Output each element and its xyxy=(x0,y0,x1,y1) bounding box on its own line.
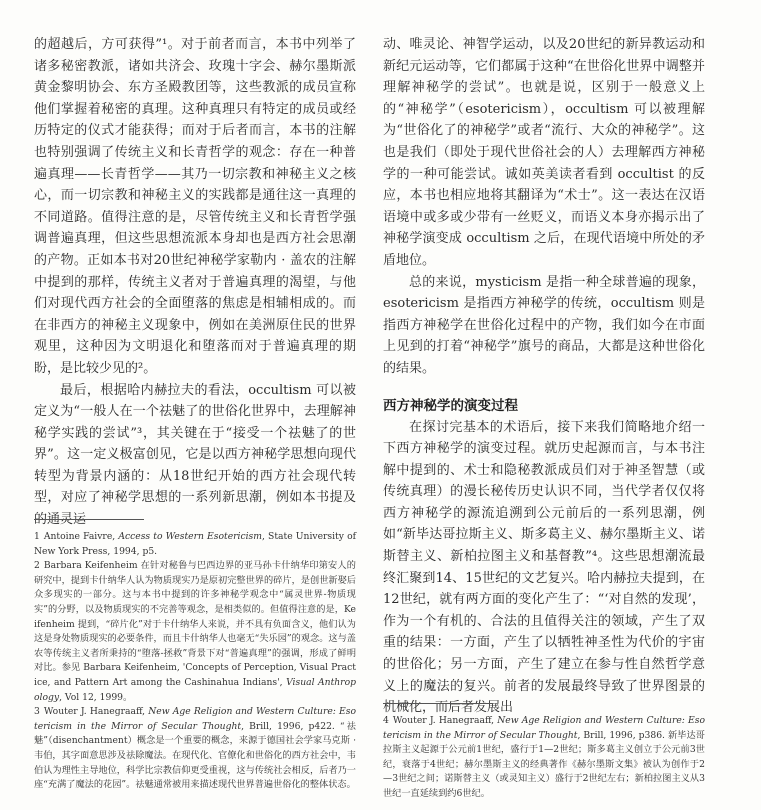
section-spacer xyxy=(383,380,705,394)
footnotes-left xyxy=(34,519,356,793)
body-paragraph: 的超越后，方可获得”¹。对于前者而言，本书中列举了诸多秘密教派，诸如共济会、玫瑰十字会、赫尔墨斯派黄金黎明协会、东方圣殿教团等，这些教派的成员宣称他们掌握着秘密的真理。这种真理只有特定的成员或经历特定的仪式才能获得；而对于后者而言，本书的注解也特别强调了传统主义和长青哲学的观念：存在一种普遍真理——长青哲学——其乃一切宗教和神秘主义之核心，而一切宗教和神秘主义的实践都是通往这一真理的不同道路。值得注意的是，尽管传统主义和长青哲学强调普遍真理，但这些思想流派本身却也是西方社会思潮的产物。正如本书对20世纪神秘学家勒内 · 盖农的注解中提到的那样，传统主义者对于普遍真理的渴望，与他们对现代西方社会的全面堕落的焦虑是相辅相成的。而在非西方的神秘主义现象中，例如在美洲原住民的世界观里，这种因为文明退化和堕落而对于普遍真理的期盼，是比较少见的²。 xyxy=(34,37,356,376)
right-column xyxy=(383,34,705,719)
footnote-title: New Age Religion and Western Culture: Esotericism in the Mirror of Secular Thought xyxy=(34,706,356,732)
body-paragraph: 在探讨完基本的术语后，接下来我们简略地介绍一下西方神秘学的演变过程。就历史起源而言，与本书注解中提到的、术士和隐秘教派成员们对于神圣智慧（或传统真理）的漫长秘传历史认识不同，当代学者仅仅将西方神秘学的源流追溯到公元前后的一系列思潮，例如“新毕达哥拉斯主义、斯多葛主义、赫尔墨斯主义、诺斯替主义、新柏拉图主义和基督教”⁴。这些思想潮流最终汇聚到14、15世纪的文艺复兴。哈内赫拉夫提到，在12世纪，就有两方面的变化产生了：“‘对自然的发现’，作为一个有机的、合法的且值得关注的领域，产生了双重的结果：一方面，产生了以牺牲神圣性为代价的宇宙的世俗化；另一方面，产生了建立在参与性自然哲学意义上的魔法的复兴。前者的发展最终导致了世界图景的机械化，而后者发展出 xyxy=(383,419,705,716)
footnote-number: 1 xyxy=(34,531,40,542)
footnote-title: New Age Religion and Western Culture: Esotericism in the Mirror of Secular Thought xyxy=(383,715,705,741)
footnote-number: 3 xyxy=(34,706,40,718)
section-heading: 西方神秘学的演变过程 xyxy=(383,397,518,414)
footnote-title: Access to Western Esotericism xyxy=(118,531,262,542)
footnote-text: Barbara Keifenheim 在针对秘鲁与巴西边界的亚马孙卡什纳华印第安人的研究中，提到卡什纳华人认为物质现实乃是原初完整世界的碎片，是创世新娶后众多现实的一部分。这与本书中提到的许多神秘学观念中“属灵世界-物质现实”的分野，以及物质现实的不完善等观念，是相类似的。但值得注意的是，Keifenheim 提到，“碎片化”对于卡什纳华人来说，并不具有负面含义，他们认为这是身处物质现实的必要条件，而且卡什纳华人也毫无“失乐园”的观念。这与盖农等传统主义者所秉持的“堕落-拯救”背景下对“普遍真理”的强调，形成了鲜明对比。参见 Barbara Keifenheim, 'Concepts of Perception, Visual Practice, and Pattern Art among the Cashinahua Indians', xyxy=(34,560,356,688)
footnote xyxy=(383,714,705,802)
footnote-number: 2 xyxy=(34,560,40,572)
footnote-text: , Vol 12, 1999。 xyxy=(59,691,133,703)
footnote xyxy=(34,705,356,793)
footnotes-right xyxy=(383,703,705,802)
footnote-text: Wouter J. Hanegraaff, xyxy=(392,715,498,726)
footnote xyxy=(34,530,356,559)
footnote xyxy=(34,559,356,705)
footnote-text: Antoine Faivre, xyxy=(43,531,119,542)
footnote-text: , Brill, 1996, p386. 新毕达哥拉斯主义起源于公元前1世纪，盛行于1—2世纪；斯多葛主义创立于公元前3世纪，衰落于4世纪；赫尔墨斯主义的经典著作《赫尔墨斯文集》被认为创作于2—3世纪之间；诺斯替主义（或灵知主义）盛行于2世纪左右；新柏拉图主义从3世纪一直延续到约6世纪。 xyxy=(383,729,705,799)
body-paragraph: 总的来说，mysticism 是指一种全球普遍的现象，esotericism 是指西方神秘学的传统，occultism 则是指西方神秘学在世俗化过程中的产物，我们如今在市面上见到的打着“神秘学”旗号的商品，大都是这种世俗化的结果。 xyxy=(383,274,705,376)
footnote-number: 4 xyxy=(383,715,389,726)
body-paragraph: 最后，根据哈内赫拉夫的看法，occultism 可以被定义为“一般人在一个祛魅了的世俗化世界中，去理解神秘学实践的尝试”³，其关键在于“接受一个祛魅了的世界”。这一定义极富创见，它是以西方神秘学思想向现代转型为背景内涵的：从18世纪开始的西方社会现代转型，对应了神秘学思想的一系列新思潮，例如本书提及的通灵运 xyxy=(34,382,356,528)
footnote-text: Wouter J. Hanegraaff, xyxy=(43,706,149,718)
footnote-text: , State University of New York Press, 1994, p5. xyxy=(34,531,357,557)
body-paragraph: 动、唯灵论、神智学运动，以及20世纪的新异教运动和新纪元运动等，它们都属于这种“在世俗化世界中调整并理解神秘学的尝试”。也就是说，区别于一般意义上的“神秘学”（esotericism），occultism 可以被理解为“世俗化了的神秘学”或者“流行、大众的神秘学”。这也是我们（即处于现代世俗社会的人）去理解西方神秘学的一种可能尝试。诚如英美读者看到 occultist 的反应，本书也相应地将其翻译为“术士”。这一表达在汉语语境中或多或少带有一丝贬义，而语义本身亦揭示出了神秘学演变成 occultism 之后，在现代语境中所处的矛盾地位。 xyxy=(383,37,705,268)
footnote-title: Visual Anthropology xyxy=(34,676,356,703)
left-column xyxy=(34,34,356,531)
footnote-divider xyxy=(34,519,144,520)
footnote-divider xyxy=(383,703,493,704)
footnote-text: , Brill, 1996, p422. “祛魅”（disenchantment）概念是一个重要的概念，来源于德国社会学家马克斯 · 韦伯，其字面意思涉及祛除魔法。在现代化、官僚化和世俗化的西方社会中，韦伯认为理性主导地位，科学比宗教信仰更受重视，这与传统社会相反，后者乃一座“充满了魔法的花园”。祛魅通常被用来描述现代世界普遍世俗化的整体状态。 xyxy=(34,720,356,791)
